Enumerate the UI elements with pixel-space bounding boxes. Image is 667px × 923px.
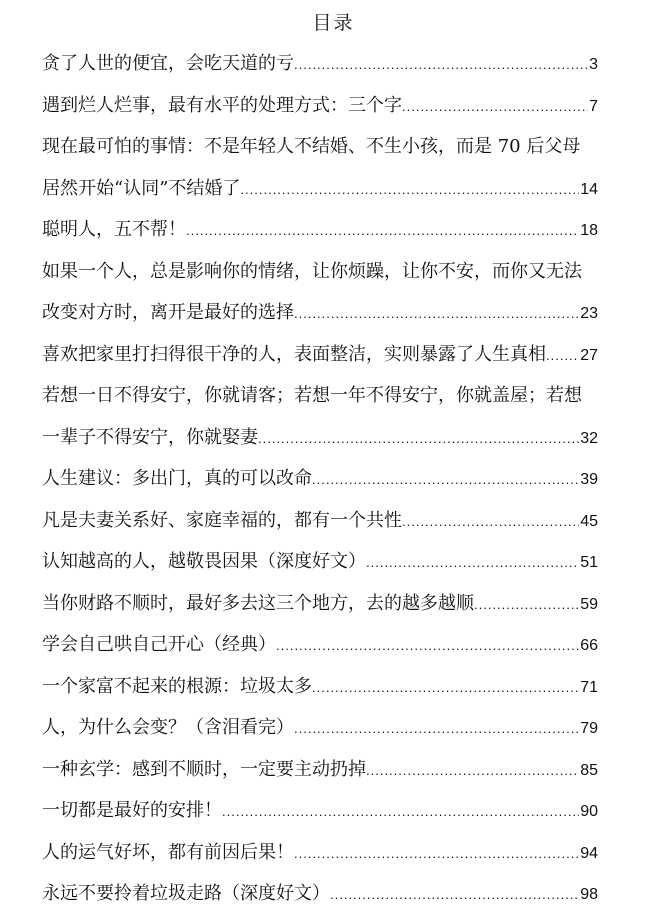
toc-entry-title: 人的运气好坏，都有前因后果！ (42, 841, 294, 863)
toc-entry-title: 现在最可怕的事情：不是年轻人不结婚、不生小孩，而是 70 后父母 (42, 136, 581, 157)
toc-page-number: 32 (580, 429, 598, 447)
toc-page-number: 7 (589, 97, 598, 115)
toc-list (42, 50, 598, 922)
toc-leader-dots (366, 549, 579, 577)
toc-leader-dots (258, 425, 579, 453)
toc-leader-dots (402, 508, 579, 536)
toc-leader-dots (402, 93, 588, 121)
toc-entry-title: 一辈子不得安宁，你就娶妻 (42, 426, 258, 448)
toc-leader-dots (294, 51, 588, 79)
toc-entry[interactable] (42, 424, 598, 466)
toc-entry-title: 若想一日不得安宁，你就请客；若想一年不得安宁，你就盖屋；若想 (42, 385, 582, 406)
toc-leader-dots (546, 342, 579, 370)
toc-entry[interactable] (42, 216, 598, 258)
toc-page-number: 39 (580, 471, 598, 488)
toc-entry-title: 一切都是最好的安排！ (42, 800, 222, 821)
toc-page-number: 85 (580, 761, 598, 779)
toc-entry-title: 永远不要拎着垃圾走路（深度好文） (42, 883, 330, 904)
toc-entry[interactable] (42, 175, 598, 217)
toc-leader-dots (294, 840, 579, 868)
toc-entry-title: 一种玄学：感到不顺时，一定要主动扔掉 (42, 758, 366, 780)
toc-leader-dots (276, 632, 579, 660)
toc-page-number: 59 (580, 595, 598, 613)
toc-page-number: 90 (580, 803, 598, 820)
toc-entry-title: 遇到烂人烂事，最有水平的处理方式：三个字 (42, 94, 402, 116)
toc-page-number: 23 (580, 305, 598, 322)
toc-page-number: 14 (580, 180, 598, 198)
toc-page-number: 79 (580, 720, 598, 737)
toc-entry[interactable] (42, 673, 598, 715)
toc-entry-title: 当你财路不顺时，最好多去这三个地方，去的越多越顺 (42, 592, 474, 614)
toc-leader-dots (240, 176, 579, 204)
toc-entry[interactable] (42, 839, 598, 881)
toc-entry[interactable] (42, 507, 598, 549)
toc-page-number: 98 (580, 886, 598, 903)
toc-entry-title: 如果一个人，总是影响你的情绪，让你烦躁，让你不安，而你又无法 (42, 260, 582, 282)
toc-entry-title: 学会自己哄自己开心（经典） (42, 634, 276, 655)
toc-entry[interactable] (42, 465, 598, 507)
toc-entry-title: 聪明人，五不帮！ (42, 219, 186, 240)
toc-entry[interactable] (42, 797, 598, 839)
toc-entry[interactable] (42, 92, 598, 134)
toc-page-number: 3 (589, 56, 598, 73)
toc-leader-dots (474, 591, 579, 619)
toc-leader-dots (294, 300, 579, 328)
toc-entry-title: 人，为什么会变？（含泪看完） (42, 717, 294, 738)
toc-entry[interactable] (42, 548, 598, 590)
toc-page-number: 27 (580, 346, 598, 364)
toc-page-number: 71 (580, 678, 598, 696)
toc-entry[interactable] (42, 714, 598, 756)
toc-entry-title: 凡是夫妻关系好、家庭幸福的，都有一个共性 (42, 509, 402, 531)
toc-entry-title: 认知越高的人，越敬畏因果（深度好文） (42, 551, 366, 572)
toc-page-number: 45 (580, 512, 598, 530)
toc-entry[interactable] (42, 756, 598, 798)
toc-entry[interactable] (42, 50, 598, 92)
toc-page-number: 66 (580, 637, 598, 654)
toc-leader-dots (312, 466, 579, 494)
toc-entry[interactable] (42, 631, 598, 673)
toc-entry-title: 居然开始“认同”不结婚了 (42, 177, 241, 199)
toc-entry[interactable] (42, 341, 598, 383)
toc-title: 目录 (312, 12, 355, 34)
toc-entry-title: 一个家富不起来的根源：垃圾太多 (42, 675, 312, 697)
toc-leader-dots (312, 674, 579, 702)
toc-entry[interactable] (42, 299, 598, 341)
toc-leader-dots (186, 217, 579, 245)
toc-entry[interactable] (42, 258, 598, 300)
toc-entry-title: 人生建议：多出门，真的可以改命 (42, 468, 312, 489)
toc-leader-dots (366, 757, 579, 785)
toc-entry-title: 贪了人世的便宜，会吃天道的亏 (42, 53, 294, 74)
toc-page-number: 51 (580, 554, 598, 571)
toc-entry-title: 改变对方时，离开是最好的选择 (42, 302, 294, 323)
toc-leader-dots (294, 715, 579, 743)
toc-leader-dots (222, 798, 579, 826)
toc-page-number: 94 (580, 844, 598, 862)
toc-entry[interactable] (42, 880, 598, 922)
toc-page-number: 18 (580, 222, 598, 239)
toc-entry[interactable] (42, 590, 598, 632)
toc-entry[interactable] (42, 382, 598, 424)
toc-leader-dots (330, 881, 579, 909)
toc-entry-title: 喜欢把家里打扫得很干净的人，表面整洁，实则暴露了人生真相 (42, 343, 546, 365)
toc-entry[interactable] (42, 133, 598, 175)
